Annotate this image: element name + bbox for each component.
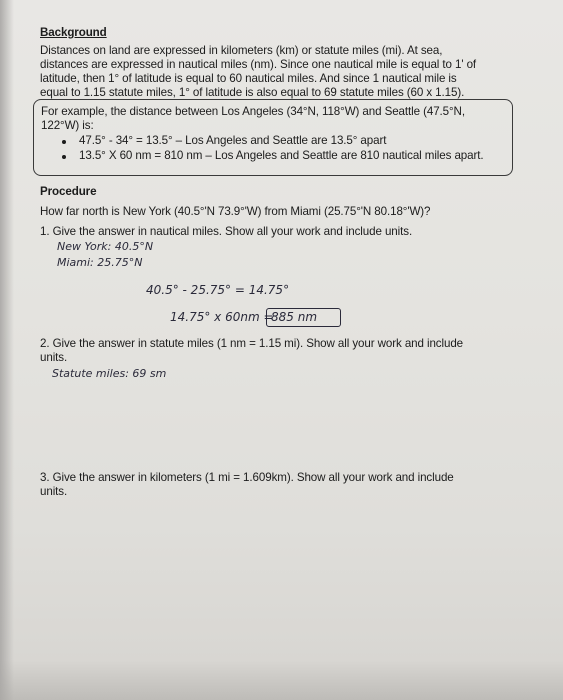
example-line-1: For example, the distance between Los Angeles (34°N, 118°W) and Seattle (47.5°N,	[41, 105, 465, 118]
handwriting-multiplication: 14.75° x 60nm =	[170, 310, 274, 324]
bullet-marker	[62, 155, 66, 159]
question-1-text: 1. Give the answer in nautical miles. Show all your work and include units.	[40, 225, 413, 238]
question-2-text-line-1: 2. Give the answer in statute miles (1 nm = 1.15 mi). Show all your work and include	[40, 337, 464, 350]
example-bullet-2: 13.5° X 60 nm = 810 nm – Los Angeles and Seattle are 810 nautical miles apart.	[79, 149, 484, 162]
background-line-2: distances are expressed in nautical miles (nm). Since one nautical mile is equal to 1' of	[40, 58, 477, 71]
procedure-heading: Procedure	[40, 185, 97, 198]
handwriting-statute-miles: Statute miles: 69 sm	[52, 367, 167, 380]
bullet-marker	[62, 140, 66, 144]
question-3-text-line-2: units.	[40, 485, 68, 498]
question-2-text-line-2: units.	[40, 351, 68, 364]
handwriting-miami: Miami: 25.75°N	[57, 256, 143, 269]
background-heading: Background	[40, 26, 107, 39]
procedure-question: How far north is New York (40.5°'N 73.9°'W) from Miami (25.75°'N 80.18°'W)?	[40, 205, 431, 218]
background-line-3: latitude, then 1° of latitude is equal to 60 nautical miles. And since 1 nautical mile is	[40, 72, 457, 85]
question-3-text-line-1: 3. Give the answer in kilometers (1 mi = 1.609km). Show all your work and include	[40, 471, 454, 484]
handwriting-new-york: New York: 40.5°N	[57, 240, 154, 253]
example-line-2: 122°W) is:	[41, 119, 94, 132]
page-shadow-bottom	[0, 660, 563, 700]
example-bullet-1: 47.5° - 34° = 13.5° – Los Angeles and Seattle are 13.5° apart	[79, 134, 387, 147]
page-shadow-left	[0, 0, 14, 700]
background-line-1: Distances on land are expressed in kilometers (km) or statute miles (mi). At sea,	[40, 44, 443, 57]
handwriting-subtraction: 40.5° - 25.75° = 14.75°	[146, 283, 290, 297]
background-line-4: equal to 1.15 statute miles, 1° of latitude is also equal to 69 statute miles (60 x 1.15).	[40, 86, 465, 99]
handwriting-answer: 885 nm	[271, 310, 318, 324]
